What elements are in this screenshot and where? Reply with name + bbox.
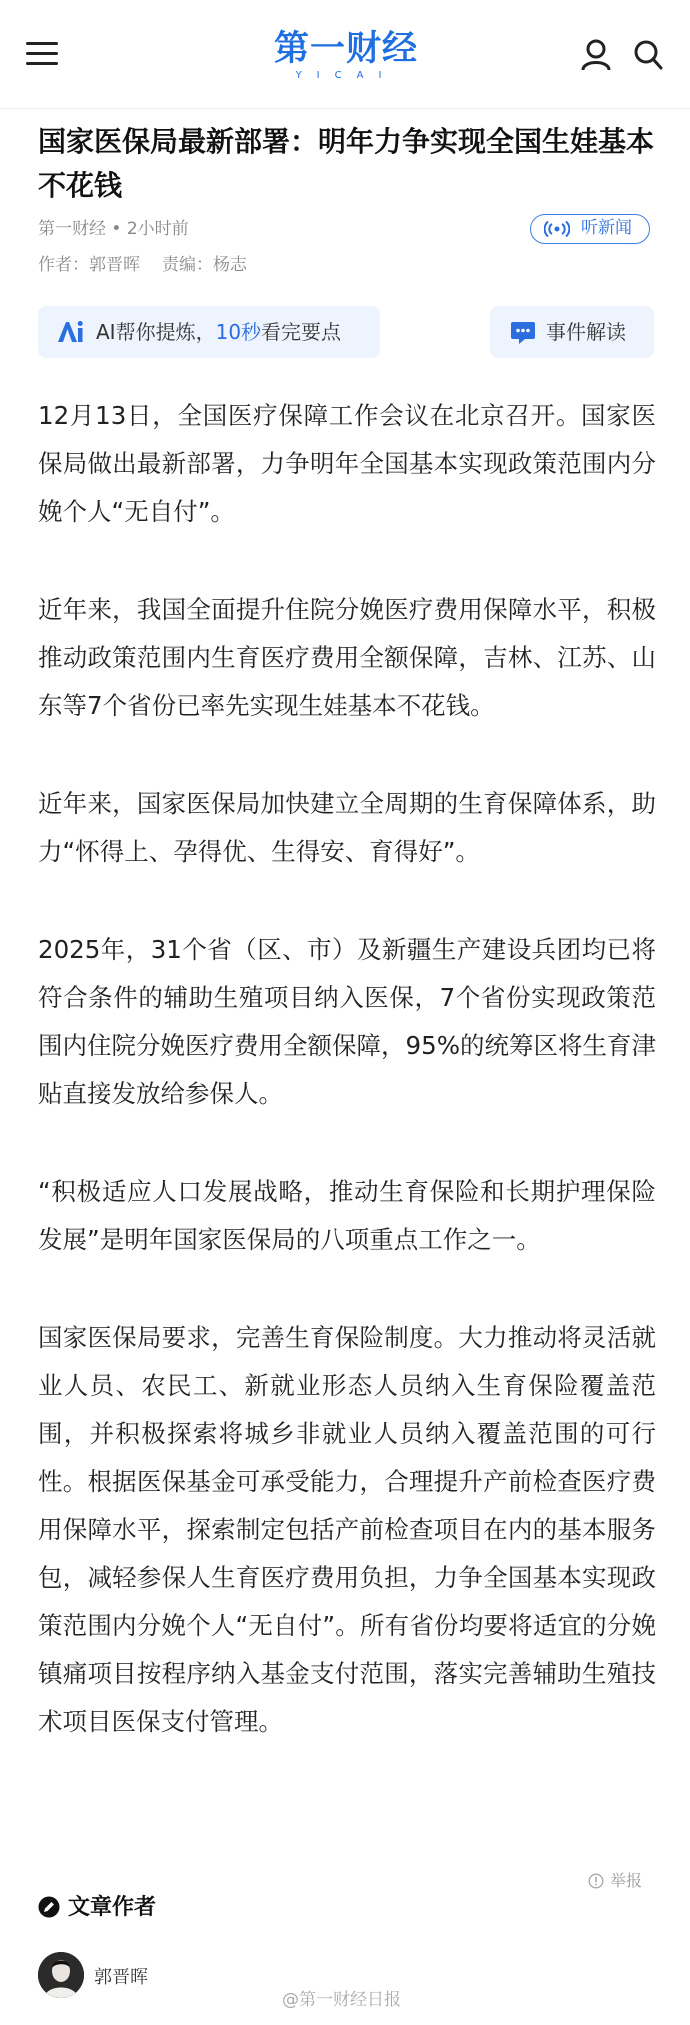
ai-summary-label: AI帮你提炼，10秒看完要点 [96, 320, 342, 344]
warning-circle-icon [588, 1873, 604, 1889]
paragraph: 近年来，我国全面提升住院分娩医疗费用保障水平，积极推动政策范围内生育医疗费用全额保障，吉林、江苏、山东等7个省份已率先实现生娃基本不花钱。 [38, 595, 656, 720]
search-icon[interactable] [632, 38, 664, 72]
article-time: 2小时前 [126, 219, 189, 239]
paragraph: 近年来，国家医保局加快建立全周期的生育保障体系，助力“怀得上、孕得优、生得安、育得好”。 [38, 789, 656, 866]
watermark: @第一财经日报 [282, 1990, 401, 2010]
paragraph: 2025年，31个省（区、市）及新疆生产建设兵团均已将符合条件的辅助生殖项目纳入医保，7个省份实现政策范围内住院分娩医疗费用全额保障，95%的统筹区将生育津贴直接发放给参保人。 [38, 935, 656, 1108]
top-bar [0, 0, 690, 109]
logo-text: 第一财经 [273, 29, 418, 69]
event-analysis-label: 事件解读 [546, 320, 626, 344]
report-label: 举报 [610, 1871, 643, 1890]
editor-label: 责编： [162, 255, 213, 275]
author-photo [38, 1952, 84, 1998]
article-body [38, 392, 656, 1796]
paragraph: 国家医保局要求，完善生育保险制度。大力推动将灵活就业人员、农民工、新就业形态人员纳入生育保险覆盖范围，并积极探索将城乡非就业人员纳入覆盖范围的可行性。根据医保基金可承受能力，合理提升产前检查医疗费用保障水平，探索制定包括产前检查项目在内的基本服务包，减轻参保人生育医疗费用负担，力争全国基本实现政策范围内分娩个人“无自付”。所有省份均要将适宜的分娩镇痛项目按程序纳入基金支付范围，落实完善辅助生殖技术项目医保支付管理。 [38, 1323, 656, 1736]
avatar[interactable] [38, 1952, 84, 1998]
user-icon[interactable] [580, 38, 612, 72]
report-link[interactable] [588, 1868, 642, 1891]
author-card-name[interactable]: 郭晋晖 [94, 1967, 148, 1988]
chat-bubble-icon [510, 320, 536, 346]
paragraph: “积极适应人口发展战略，推动生育保险和长期护理保险发展”是明年国家医保局的八项重点工作之一。 [38, 1177, 656, 1254]
editor-name: 杨志 [213, 255, 247, 275]
article-credits [38, 250, 247, 275]
article-source-time: 第一财经 • 2小时前 [38, 219, 189, 239]
menu-icon[interactable] [26, 40, 60, 66]
event-analysis-button[interactable] [490, 306, 654, 358]
author-name[interactable]: 郭晋晖 [89, 255, 140, 275]
ai-summary-button[interactable] [38, 306, 380, 358]
author-section-title: 文章作者 [38, 1890, 156, 1921]
listen-news-button[interactable] [530, 214, 650, 244]
pen-icon [38, 1896, 60, 1918]
author-label: 作者： [38, 255, 89, 275]
audio-wave-icon [544, 221, 570, 237]
listen-news-label: 听新闻 [581, 218, 632, 238]
article-source: 第一财经 [38, 219, 106, 239]
logo[interactable] [266, 28, 426, 84]
logo-subtext: YICAI [295, 70, 397, 81]
article-title: 国家医保局最新部署：明年力争实现全国生娃基本不花钱 [38, 125, 655, 202]
ai-icon [56, 320, 84, 344]
paragraph: 12月13日，全国医疗保障工作会议在北京召开。国家医保局做出最新部署，力争明年全国基本实现政策范围内分娩个人“无自付”。 [38, 401, 656, 526]
